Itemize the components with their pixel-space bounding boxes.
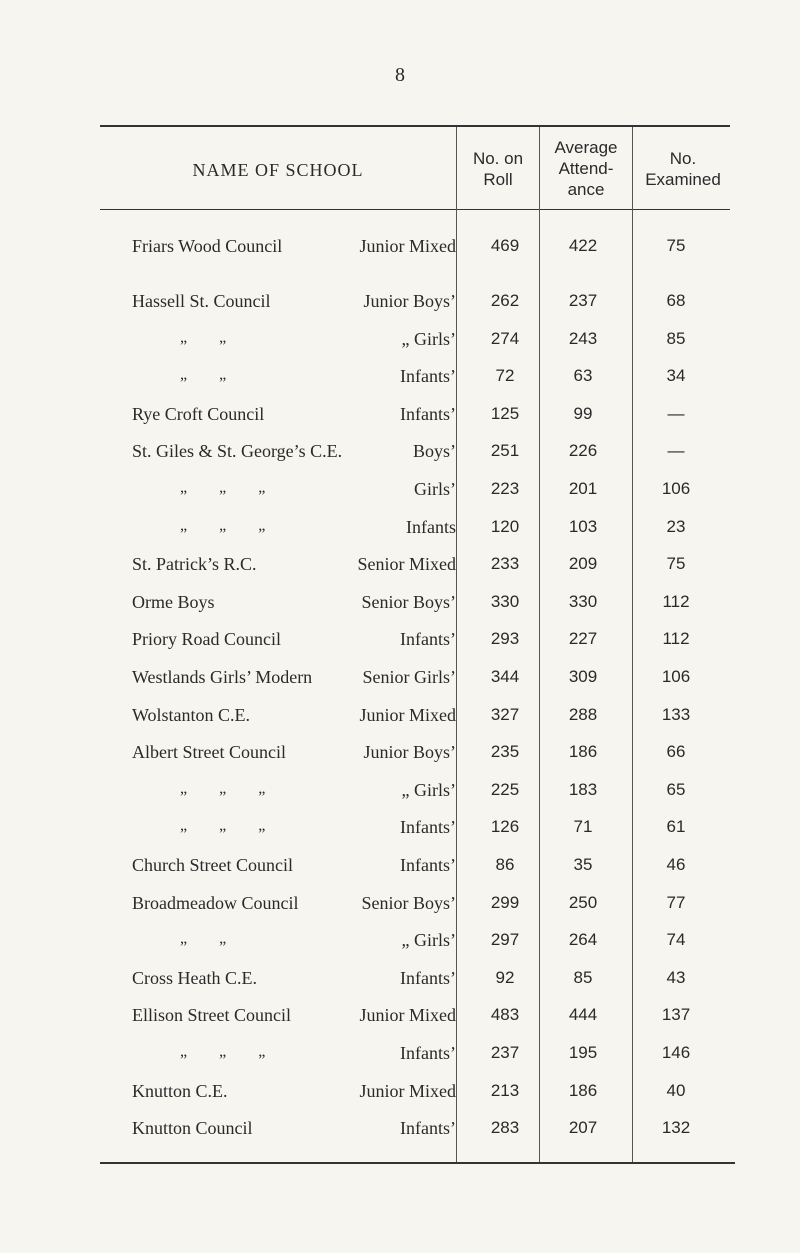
attendance-value: 207 [568, 1118, 598, 1138]
school-name: Ellison Street Council [132, 1005, 291, 1026]
examined-value: 75 [666, 236, 686, 255]
attendance-value: 237 [568, 291, 598, 310]
attendance-value: 288 [568, 704, 598, 724]
header-attendance-line-1: Average [554, 138, 618, 157]
attendance-value: 444 [568, 1005, 598, 1025]
attendance-value: 71 [573, 817, 593, 837]
examined-value: 106 [661, 667, 691, 686]
table-row [0, 517, 800, 545]
school-name: St. Patrick’s R.C. [132, 554, 257, 575]
school-name: Broadmeadow Council [132, 892, 299, 913]
table-row [0, 366, 800, 394]
roll-value: 213 [490, 1080, 520, 1100]
school-type: Infants’ [400, 1043, 456, 1063]
roll-value: 72 [495, 366, 515, 386]
table-bottom-rule [100, 1162, 735, 1164]
attendance-value: 330 [568, 591, 598, 611]
school-name: Church Street Council [132, 855, 293, 875]
examined-value: 112 [662, 629, 690, 649]
school-type: Junior Boys’ [363, 742, 456, 763]
roll-value: 330 [490, 591, 520, 611]
table-row [0, 404, 800, 432]
table-row [0, 236, 800, 264]
table-row [0, 705, 800, 733]
school-name: Wolstanton C.E. [132, 704, 251, 725]
roll-value: 125 [490, 403, 520, 423]
roll-value: 126 [490, 817, 520, 837]
examined-value: 85 [666, 328, 686, 348]
header-examined-line-2: Examined [645, 170, 721, 189]
school-name: Hassell St. Council [132, 291, 271, 311]
examined-value: 74 [666, 930, 686, 950]
school-name: Knutton Council [132, 1118, 253, 1139]
header-roll-line-2: Roll [483, 170, 513, 189]
roll-value: 235 [490, 742, 520, 762]
school-name: „ „ „ [180, 779, 280, 797]
school-name: St. Giles & St. George’s C.E. [132, 441, 343, 462]
attendance-value: 227 [568, 629, 598, 649]
attendance-value: 183 [568, 779, 598, 799]
examined-value: 23 [666, 516, 686, 536]
school-name: Orme Boys [132, 591, 215, 612]
school-name: Knutton C.E. [132, 1080, 228, 1101]
school-type: Junior Boys’ [363, 291, 456, 311]
school-type: Senior Mixed [357, 554, 456, 575]
attendance-value: 35 [573, 855, 593, 874]
attendance-value: 201 [568, 479, 598, 498]
roll-value: 233 [490, 554, 520, 574]
attendance-value: 186 [568, 742, 598, 762]
school-type: Junior Mixed [359, 1005, 456, 1026]
roll-value: 262 [490, 291, 520, 310]
table-row [0, 893, 800, 921]
table-row [0, 742, 800, 770]
table-row [0, 554, 800, 582]
school-name: „ „ „ [180, 516, 280, 534]
school-name: „ „ [180, 366, 241, 384]
table-row [0, 441, 800, 469]
roll-value: 297 [490, 930, 520, 950]
roll-value: 237 [490, 1043, 520, 1062]
attendance-value: 195 [568, 1043, 598, 1062]
school-type: Junior Mixed [359, 236, 456, 256]
attendance-value: 85 [573, 967, 593, 987]
school-type: Junior Mixed [359, 1080, 456, 1101]
attendance-value: 264 [568, 930, 598, 950]
examined-value: — [667, 403, 685, 423]
examined-value: 66 [666, 742, 686, 762]
school-type: „ Girls’ [401, 779, 456, 800]
roll-value: 483 [490, 1005, 520, 1025]
table-row [0, 780, 800, 808]
school-name: Albert Street Council [132, 742, 286, 763]
school-type: Junior Mixed [359, 704, 456, 725]
school-type: Infants’ [400, 629, 456, 650]
school-name: Priory Road Council [132, 629, 281, 650]
examined-value: 40 [666, 1080, 686, 1100]
header-attendance-line-2: Attend- [558, 159, 614, 178]
table-row [0, 329, 800, 357]
header-attendance-line-3: ance [567, 180, 605, 199]
examined-value: — [667, 441, 685, 461]
roll-value: 327 [490, 704, 520, 724]
school-type: Infants’ [400, 366, 456, 387]
header-examined-line-1: No. [669, 149, 697, 168]
examined-value: 106 [661, 479, 691, 498]
school-name: Friars Wood Council [132, 236, 283, 256]
attendance-value: 309 [568, 667, 598, 686]
roll-value: 274 [490, 328, 520, 348]
school-type: Infants’ [400, 855, 456, 875]
attendance-value: 209 [568, 554, 598, 574]
school-name: Rye Croft Council [132, 403, 265, 424]
attendance-value: 226 [568, 441, 598, 461]
attendance-value: 99 [573, 403, 593, 423]
header-average-attendance [540, 137, 632, 200]
school-type: Senior Girls’ [362, 667, 456, 687]
attendance-value: 243 [568, 328, 598, 348]
school-name: „ „ [180, 328, 241, 346]
roll-value: 120 [490, 516, 520, 536]
table-row [0, 855, 800, 883]
examined-value: 65 [666, 779, 686, 799]
roll-value: 251 [490, 441, 520, 461]
examined-value: 43 [666, 967, 686, 987]
roll-value: 344 [490, 667, 520, 686]
school-type: Infants’ [400, 817, 456, 838]
table-row [0, 1081, 800, 1109]
roll-value: 283 [490, 1118, 520, 1138]
school-name: Cross Heath C.E. [132, 967, 257, 988]
roll-value: 86 [495, 855, 515, 874]
roll-value: 469 [490, 236, 520, 255]
school-type: Girls’ [414, 479, 456, 499]
table-row [0, 291, 800, 319]
table-row [0, 479, 800, 507]
roll-value: 225 [490, 779, 520, 799]
school-name: „ „ [180, 930, 241, 948]
table-row [0, 1005, 800, 1033]
table-row [0, 1118, 800, 1146]
examined-value: 132 [661, 1118, 691, 1138]
attendance-value: 422 [568, 236, 598, 255]
examined-value: 61 [666, 817, 686, 837]
examined-value: 34 [666, 366, 686, 386]
school-type: „ Girls’ [401, 328, 456, 349]
examined-value: 112 [662, 591, 690, 611]
school-type: Infants’ [400, 967, 456, 988]
school-type: Infants’ [400, 403, 456, 424]
roll-value: 92 [495, 967, 515, 987]
attendance-value: 250 [568, 892, 598, 912]
school-type: „ Girls’ [401, 930, 456, 951]
table-row [0, 592, 800, 620]
examined-value: 146 [661, 1043, 691, 1062]
examined-value: 68 [666, 291, 686, 310]
header-name-of-school: NAME OF SCHOOL [192, 160, 364, 180]
school-type: Senior Boys’ [361, 591, 456, 612]
table-row [0, 968, 800, 996]
attendance-value: 63 [573, 366, 593, 386]
school-name: „ „ „ [180, 817, 280, 835]
examined-value: 77 [666, 892, 686, 912]
table-top-rule [100, 125, 730, 127]
school-name: „ „ „ [180, 479, 280, 496]
header-no-examined [633, 148, 733, 190]
school-type: Infants’ [400, 1118, 456, 1139]
roll-value: 293 [490, 629, 520, 649]
table-row [0, 1043, 800, 1071]
table-row [0, 629, 800, 657]
header-bottom-rule [100, 209, 730, 210]
roll-value: 299 [490, 892, 520, 912]
school-name: „ „ „ [180, 1043, 280, 1060]
school-type: Senior Boys’ [361, 892, 456, 913]
table-row [0, 667, 800, 695]
table-row [0, 817, 800, 845]
school-type: Boys’ [412, 441, 456, 462]
header-no-on-roll [458, 148, 538, 190]
attendance-value: 103 [568, 516, 598, 536]
examined-value: 75 [666, 554, 686, 574]
examined-value: 133 [661, 704, 691, 724]
roll-value: 223 [490, 479, 520, 498]
school-name: Westlands Girls’ Modern [132, 667, 313, 687]
attendance-value: 186 [568, 1080, 598, 1100]
examined-value: 137 [661, 1005, 691, 1025]
table-row [0, 930, 800, 958]
examined-value: 46 [666, 855, 686, 874]
header-roll-line-1: No. on [472, 149, 524, 168]
page-number: 8 [395, 64, 405, 86]
school-type: Infants [406, 516, 456, 537]
